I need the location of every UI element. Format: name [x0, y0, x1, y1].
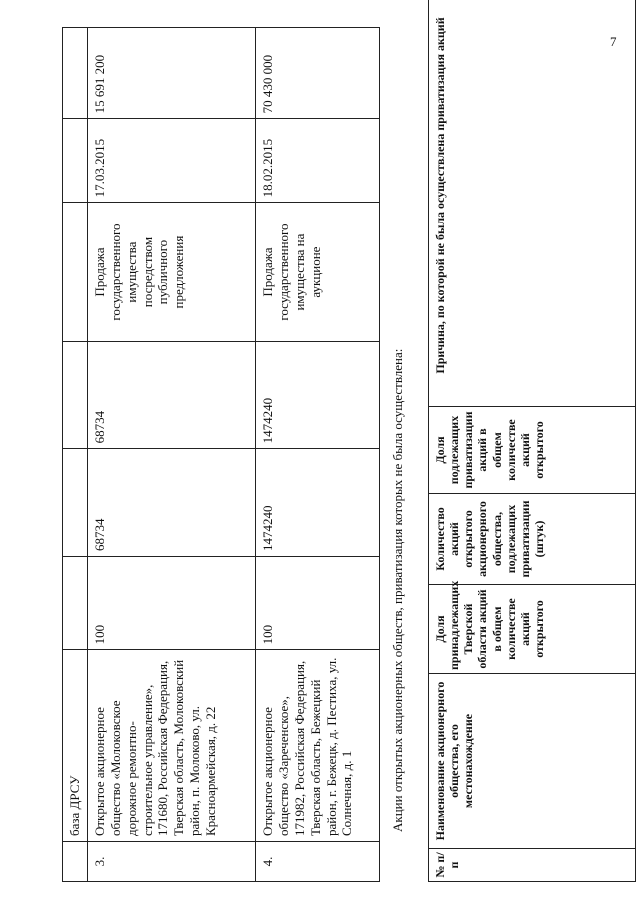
- cell-method: [63, 203, 88, 341]
- header-num: № п/п: [429, 849, 636, 882]
- section-caption: Акции открытых акционерных обществ, приватизация которых не была осуществлена:: [390, 348, 405, 832]
- cell-count: 1474240: [256, 449, 380, 557]
- table-row: [256, 28, 380, 882]
- lower-table-block: [428, 0, 636, 882]
- cell-name: Открытое акционерное общество «Молоковское дорожное ремонтно-строительное управление», 171680, Российская Федерация, Тверская область, Молоковский район, п. Молоково, ул. Красноармейская, д. 22: [88, 650, 256, 842]
- header-count: Количество акций открытого акционерного общества, подлежащих приватизации (штук): [429, 494, 636, 585]
- cell-date: 18.02.2015: [256, 119, 380, 203]
- header-to-privatize: Доля подлежащих приватизации акций в общем количестве акций открытого: [429, 407, 636, 494]
- cell-num: 3.: [88, 842, 256, 882]
- lower-table: [428, 0, 636, 882]
- cell-method: Продажа государственного имущества посредством публичного предложения: [88, 203, 256, 341]
- cell-name: Открытое акционерное общество «Зареченское», 171982, Российская Федерация, Тверская область, Бежецкий район, г. Бежецк, д. Пестиха, ул. Солнечная, д. 1: [256, 650, 380, 842]
- cell-num: [63, 842, 88, 882]
- cell-price: 15 691 200: [88, 28, 256, 119]
- cell-price: 70 430 000: [256, 28, 380, 119]
- cell-name: база ДРСУ: [63, 650, 88, 842]
- table-header-row: [429, 0, 636, 882]
- table-row: [63, 28, 88, 882]
- cell-count: 68734: [88, 449, 256, 557]
- cell-to-privatize: 68734: [88, 341, 256, 449]
- page-number: 7: [610, 34, 617, 49]
- cell-date: 17.03.2015: [88, 119, 256, 203]
- upper-table-block: [62, 27, 380, 882]
- header-reason: Причина, по которой не была осуществлена приватизация акций: [429, 0, 636, 407]
- header-name: Наименование акционерного общества, его местонахождение: [429, 674, 636, 849]
- upper-table: [62, 27, 380, 882]
- cell-price: [63, 28, 88, 119]
- table-row: [88, 28, 256, 882]
- cell-to-privatize: 1474240: [256, 341, 380, 449]
- cell-date: [63, 119, 88, 203]
- cell-to-privatize: [63, 341, 88, 449]
- cell-share: [63, 557, 88, 650]
- cell-share: 100: [88, 557, 256, 650]
- cell-count: [63, 449, 88, 557]
- cell-method: Продажа государственного имущества на аукционе: [256, 203, 380, 341]
- header-share: Доля принадлежащих Тверской области акций в общем количестве акций открытого: [429, 585, 636, 674]
- cell-num: 4.: [256, 842, 380, 882]
- cell-share: 100: [256, 557, 380, 650]
